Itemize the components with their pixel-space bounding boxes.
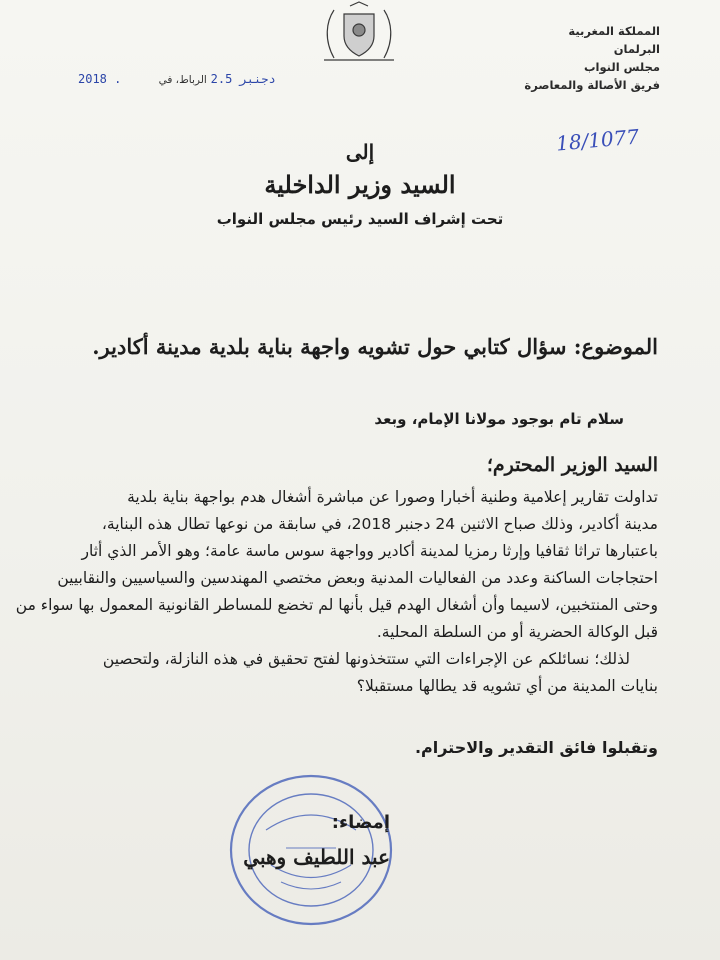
date-line — [78, 72, 276, 86]
body-line: تداولت تقارير إعلامية وطنية أخبارا وصورا عن مباشرة أشغال هدم بواجهة بناية بلدية — [127, 488, 658, 506]
letter-body — [15, 484, 658, 700]
signature-label: إمضاء: — [331, 812, 390, 833]
reference-number: 18/1077 — [555, 124, 640, 156]
greeting: سلام تام بوجود مولانا الإمام، وبعد — [374, 410, 624, 428]
body-line: مدينة أكادير، وذلك صباح الاثنين 24 دجنبر 2018، في سابقة من نوعها تطال هذه البناية، — [101, 515, 658, 533]
recipient-supervision: تحت إشراف السيد رئيس مجلس النواب — [216, 210, 504, 228]
org-line: المملكة المغربية — [568, 24, 660, 38]
signatory-name: عبد اللطيف وهبي — [243, 845, 390, 869]
org-line: البرلمان — [613, 42, 660, 56]
closing-line: وتقبلوا فائق التقدير والاحترام. — [414, 738, 658, 757]
body-line: قبل الوكالة الحضرية أو من السلطة المحلية. — [376, 623, 658, 641]
body-line: احتجاجات الساكنة وعدد من الفعاليات المدنية وبعض مختصي المهندسين والسياسيين والنقابيين — [57, 569, 658, 587]
body-line: بنايات المدينة من أي تشويه قد يطالها مستقبلا؟ — [356, 677, 658, 695]
recipient-title: السيد وزير الداخلية — [264, 170, 456, 199]
body-line: وحتى المنتخبين، لاسيما وأن أشغال الهدم قيل بأنها لم تخضع للمساطر القانونية المعمول بها سواء من — [15, 596, 658, 614]
body-line: لذلك؛ نسائلكم عن الإجراءات التي ستتخذونها لفتح تحقيق في هذه النازلة، ولتحصين — [102, 650, 630, 668]
subject-line: الموضوع: سؤال كتابي حول تشويه واجهة بناية بلدية مدينة أكادير. — [92, 334, 658, 359]
org-line: مجلس النواب — [583, 60, 660, 74]
organization-header — [460, 22, 660, 94]
salutation: السيد الوزير المحترم؛ — [486, 454, 658, 476]
org-line: فريق الأصالة والمعاصرة — [524, 78, 660, 92]
recipient-to: إلى — [345, 140, 375, 164]
place-label: الرباط، في — [158, 74, 207, 86]
signature-block — [243, 812, 390, 869]
moroccan-coat-of-arms-icon — [304, 0, 414, 66]
body-line: باعتبارها تراثا ثقافيا وإرثا رمزيا لمدينة أكادير وواجهة سوس ماسة عامة؛ وهو الأمر الذي أثار — [81, 542, 658, 560]
date-stamp: 2018 . دجنبر 2.5 — [78, 72, 276, 86]
